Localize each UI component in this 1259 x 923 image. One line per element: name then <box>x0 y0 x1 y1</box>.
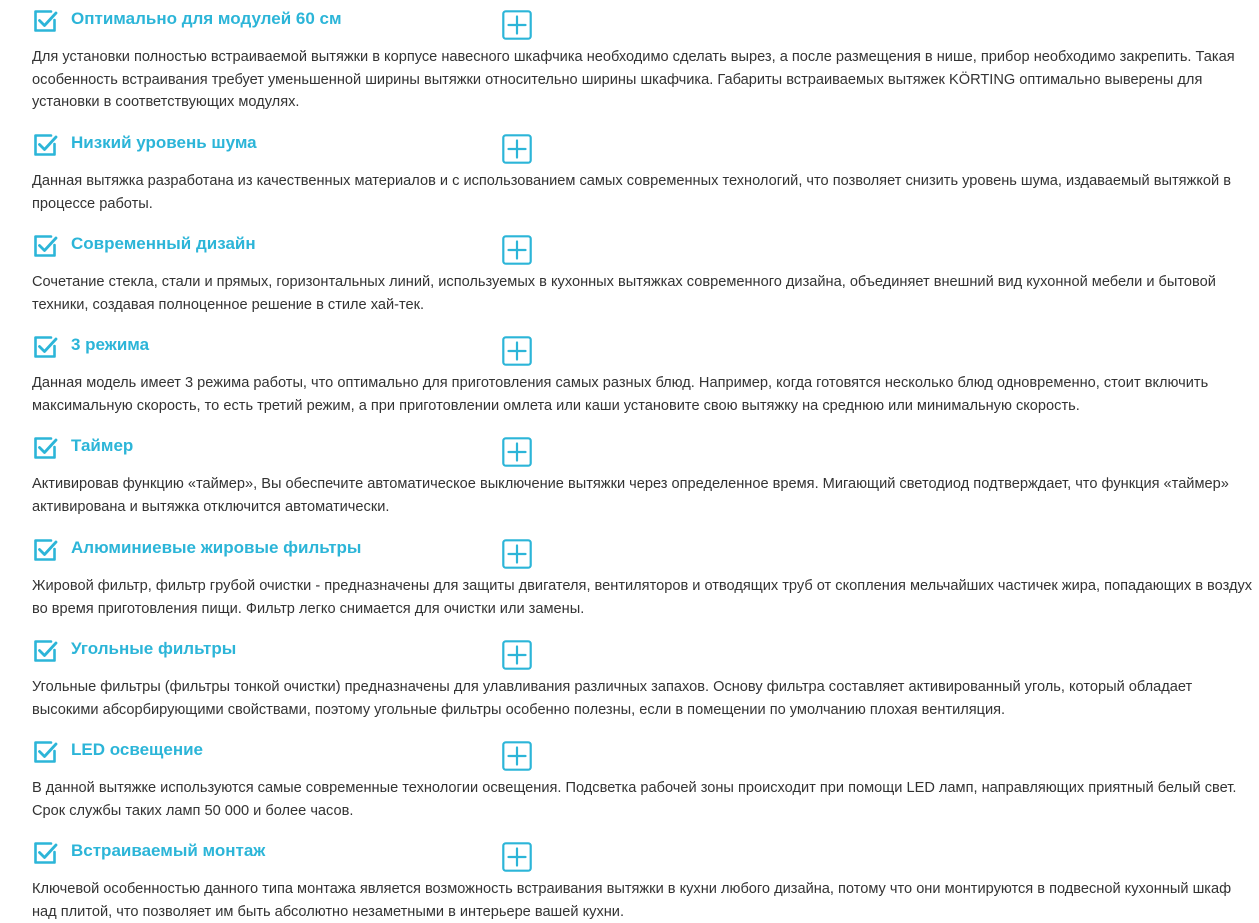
plus-square-icon <box>502 741 532 771</box>
feature-header <box>0 8 540 44</box>
plus-square-icon <box>502 640 532 670</box>
feature-header <box>0 638 540 674</box>
expand-button[interactable] <box>502 640 532 670</box>
checkbox-check-icon <box>32 233 58 259</box>
checkbox-check-icon <box>32 435 58 461</box>
expand-button[interactable] <box>502 437 532 467</box>
feature-header <box>0 132 540 168</box>
plus-square-icon <box>502 842 532 872</box>
expand-button[interactable] <box>502 741 532 771</box>
checkbox-check-icon <box>32 8 58 34</box>
feature-header <box>0 233 540 269</box>
feature-description: Ключевой особенностью данного типа монтажа является возможность встраивания вытяжки в кухни любого дизайна, потому что они монтируются в подвесной кухонный шкаф над плитой, что позволяет им быть абсолютно незаметными в интерьере вашей кухни. <box>32 881 1232 920</box>
expand-button[interactable] <box>502 842 532 872</box>
feature-title: Алюминиевые жировые фильтры <box>71 538 362 557</box>
checkbox-check-icon <box>32 638 58 664</box>
feature-title: 3 режима <box>71 335 150 354</box>
plus-square-icon <box>502 437 532 467</box>
feature-title: LED освещение <box>71 740 203 759</box>
plus-square-icon <box>502 134 532 164</box>
feature-title: Низкий уровень шума <box>71 133 257 152</box>
feature-description: Активировав функцию «таймер», Вы обеспечите автоматическое выключение вытяжки через определенное время. Мигающий светодиод подтверждает, что функция «таймер» активирована и вытяжка отключится автоматически. <box>32 476 1229 515</box>
feature-description: Жировой фильтр, фильтр грубой очистки - предназначены для защиты двигателя, вентиляторов и отводящих труб от скопления мельчайших частичек жира, попадающих в воздух во время приготовления пищи. Фильтр легко снимается для очистки или замены. <box>32 578 1253 617</box>
plus-square-icon <box>502 336 532 366</box>
feature-title: Оптимально для модулей 60 см <box>71 9 342 28</box>
feature-header <box>0 435 540 471</box>
feature-description: Данная модель имеет 3 режима работы, что оптимально для приготовления самых разных блюд. Например, когда готовятся несколько блюд одновременно, стоит включить максимальную скорость, то есть третий режим, а при приготовлении омлета или каши установите свою вытяжку на среднюю или минимальную скорость. <box>32 375 1209 414</box>
feature-description: Угольные фильтры (фильтры тонкой очистки) предназначены для улавливания различных запахов. Основу фильтра составляет активированный уголь, который обладает высокими абсорбирующими свойствами, поэтому угольные фильтры особенно полезны, если в помещении по умолчанию плохая вентиляция. <box>32 679 1193 718</box>
plus-square-icon <box>502 539 532 569</box>
expand-button[interactable] <box>502 134 532 164</box>
checkbox-check-icon <box>32 132 58 158</box>
checkbox-check-icon <box>32 840 58 866</box>
checkbox-check-icon <box>32 537 58 563</box>
expand-button[interactable] <box>502 235 532 265</box>
expand-button[interactable] <box>502 336 532 366</box>
feature-description: Сочетание стекла, стали и прямых, горизонтальных линий, используемых в кухонных вытяжках современного дизайна, объединяет внешний вид кухонной мебели и бытовой техники, создавая полноценное решение в стиле хай-тек. <box>32 274 1216 313</box>
feature-header <box>0 840 540 876</box>
plus-square-icon <box>502 235 532 265</box>
expand-button[interactable] <box>502 539 532 569</box>
feature-title: Угольные фильтры <box>71 639 237 658</box>
checkbox-check-icon <box>32 334 58 360</box>
feature-header <box>0 334 540 370</box>
plus-square-icon <box>502 10 532 40</box>
feature-header <box>0 739 540 775</box>
checkbox-check-icon <box>32 739 58 765</box>
feature-description: Данная вытяжка разработана из качественных материалов и с использованием самых современных технологий, что позволяет снизить уровень шума, издаваемый вытяжкой в процессе работы. <box>32 173 1231 212</box>
feature-title: Встраиваемый монтаж <box>71 841 266 860</box>
feature-description: Для установки полностью встраиваемой вытяжки в корпусе навесного шкафчика необходимо сделать вырез, а после размещения в нише, прибор необходимо закрепить. Такая особенность встраивания требует уменьшенной ширины вытяжки относительно ширины шкафчика. Габариты встраиваемых вытяжек KÖRTING оптимально выверены для установки в соответствующих модулях. <box>32 49 1235 110</box>
feature-title: Современный дизайн <box>71 234 256 253</box>
feature-header <box>0 537 540 573</box>
expand-button[interactable] <box>502 10 532 40</box>
feature-description: В данной вытяжке используются самые современные технологии освещения. Подсветка рабочей зоны происходит при помощи LED ламп, направляющих приятный белый свет. Срок службы таких ламп 50 000 и более часов. <box>32 780 1237 819</box>
feature-title: Таймер <box>71 436 134 455</box>
